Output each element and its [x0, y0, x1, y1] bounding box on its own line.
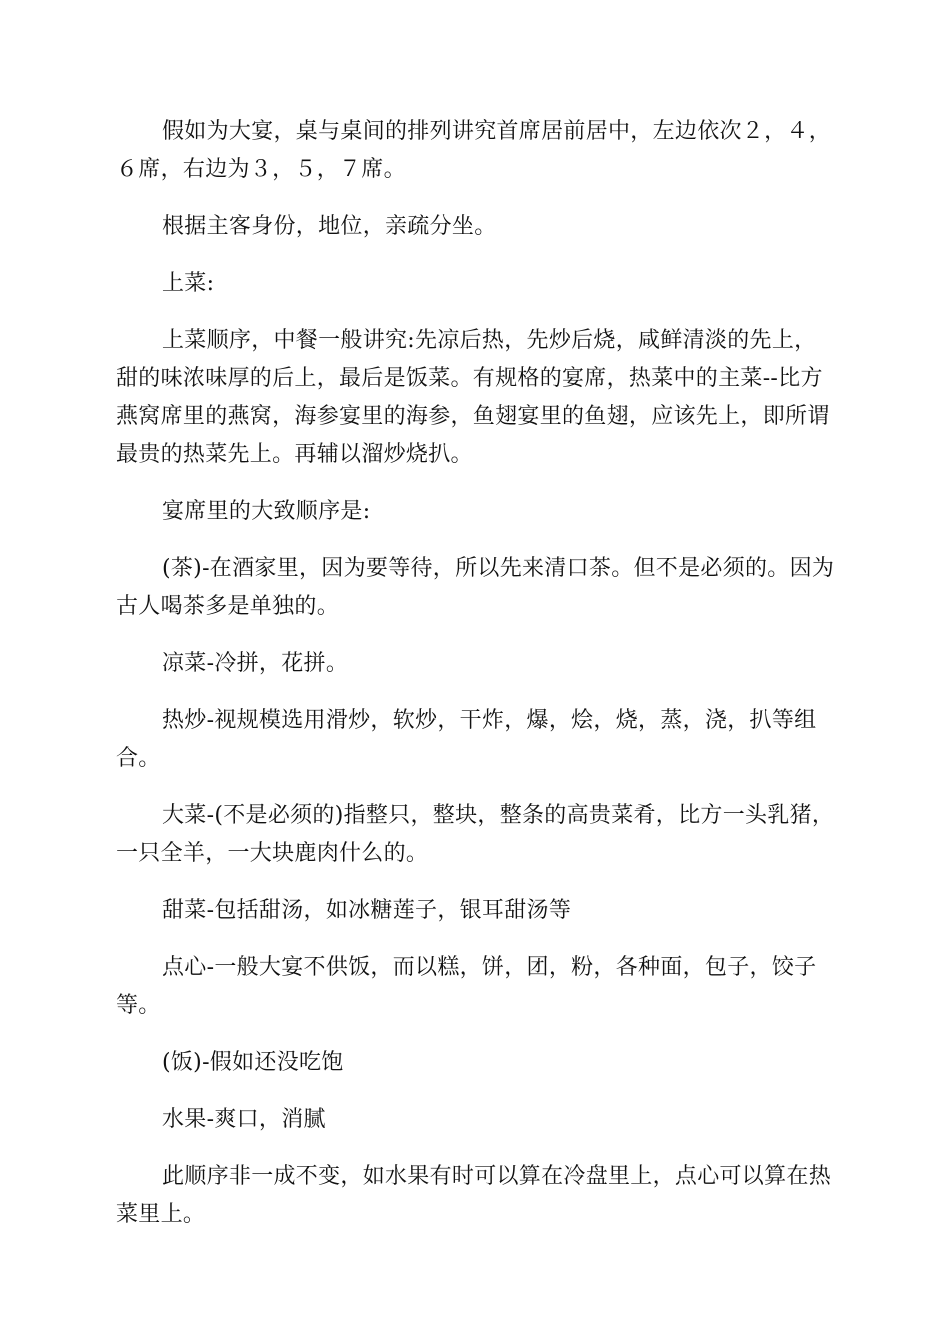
paragraph-main-dishes: 大菜-(不是必须的)指整只，整块，整条的高贵菜肴，比方一头乳猪，一只全羊，一大块鹿肉什么的。 [116, 803, 835, 866]
paragraph-sweet-dishes: 甜菜-包括甜汤，如冰糖莲子，银耳甜汤等 [162, 898, 572, 923]
paragraph-banquet-table-arrangement: 假如为大宴，桌与桌间的排列讲究首席居前居中，左边依次２，４，６席，右边为３，５，７席。 [116, 119, 832, 182]
document-body [116, 113, 836, 1253]
paragraph-dim-sum: 点心-一般大宴不供饭，而以糕，饼，团，粉，各种面，包子，饺子等。 [116, 955, 817, 1018]
paragraph-rice: (饭)-假如还没吃饱 [162, 1050, 344, 1075]
paragraph-order-flexibility: 此顺序非一成不变，如水果有时可以算在冷盘里上，点心可以算在热菜里上。 [116, 1164, 832, 1227]
paragraph-cold-dishes: 凉菜-冷拼，花拼。 [162, 651, 349, 676]
paragraph-seating-by-status: 根据主客身份，地位，亲疏分坐。 [162, 214, 497, 239]
paragraph-serving-order: 上菜顺序，中餐一般讲究:先凉后热，先炒后烧，咸鲜清淡的先上，甜的味浓味厚的后上，最后是饭菜。有规格的宴席，热菜中的主菜--比方燕窝席里的燕窝，海参宴里的海参，鱼翅宴里的鱼翅，应该先上，即所谓最贵的热菜先上。再辅以溜炒烧扒。 [116, 328, 830, 467]
paragraph-hot-stir-fry: 热炒-视规模选用滑炒，软炒，干炸，爆，烩，烧，蒸，浇，扒等组合。 [116, 708, 817, 771]
paragraph-tea: (茶)-在酒家里，因为要等待，所以先来清口茶。但不是必须的。因为古人喝茶多是单独的。 [116, 556, 835, 619]
paragraph-fruit: 水果-爽口，消腻 [162, 1107, 326, 1132]
paragraph-course-order-intro: 宴席里的大致顺序是: [162, 499, 371, 524]
paragraph-serving-heading: 上菜: [162, 271, 215, 296]
